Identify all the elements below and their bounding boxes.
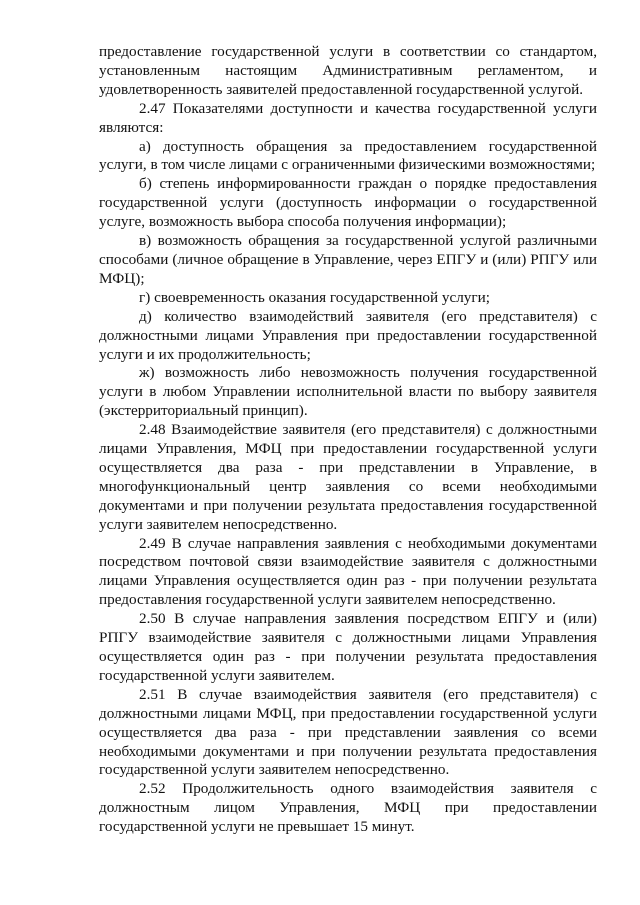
paragraph-2-49: 2.49 В случае направления заявления с необходимыми документами посредством почтовой связи взаимодействие заявителя с должностными лицами Управления осуществляется один раз - при получении результата предоставления государственной услуги заявителем непосредственно. <box>99 534 597 609</box>
list-item-d: д) количество взаимодействий заявителя (его представителя) с должностными лицами Управления при предоставлении государственной услуги и их продолжительность; <box>99 307 597 363</box>
list-item-g: г) своевременность оказания государственной услуги; <box>139 288 490 306</box>
paragraph-2-51: 2.51 В случае взаимодействия заявителя (его представителя) с должностными лицами МФЦ, при предоставлении государственной услуги осуществляется два раза - при представлении заявления со всеми необходимыми документами и при получении результата предоставления государственной услуги заявителем непосредственно. <box>99 685 597 779</box>
paragraph-2-52: 2.52 Продолжительность одного взаимодействия заявителя с должностным лицом Управления, МФЦ при предоставлении государственной услуги не превышает 15 минут. <box>99 780 597 836</box>
paragraph-2-47: 2.47 Показателями доступности и качества государственной услуги являются: <box>99 99 597 136</box>
list-item-a: а) доступность обращения за предоставлением государственной услуги, в том числе лицами с ограниченными физическими возможностями; <box>99 137 597 174</box>
paragraph-continuation: предоставление государственной услуги в соответствии со стандартом, установленным настоящим Административным регламентом, и удовлетворенность заявителей предоставленной государственной услугой. <box>99 43 597 98</box>
paragraph-2-50: 2.50 В случае направления заявления посредством ЕПГУ и (или) РПГУ взаимодействие заявителя с должностными лицами Управления осуществляется один раз - при получении результата предоставления государственной услуги заявителем. <box>99 610 597 684</box>
paragraph-2-48: 2.48 Взаимодействие заявителя (его представителя) с должностными лицами Управления, МФЦ при предоставлении государственной услуги осуществляется два раза - при представлении в Управление, в многофункциональный центр заявления со всеми необходимыми документами и при получении результата предоставления государственной услуги заявителем непосредственно. <box>99 421 597 533</box>
document-body <box>99 43 597 837</box>
list-item-v: в) возможность обращения за государственной услугой различными способами (личное обращение в Управление, через ЕПГУ и (или) РПГУ или МФЦ); <box>99 232 597 287</box>
list-item-b: б) степень информированности граждан о порядке предоставления государственной услуги (доступность информации о государственной услуге, возможность выбора способа получения информации); <box>99 175 597 231</box>
list-item-zh: ж) возможность либо невозможность получения государственной услуги в любом Управлении исполнительной власти по выбору заявителя (экстерриториальный принцип). <box>99 364 597 420</box>
